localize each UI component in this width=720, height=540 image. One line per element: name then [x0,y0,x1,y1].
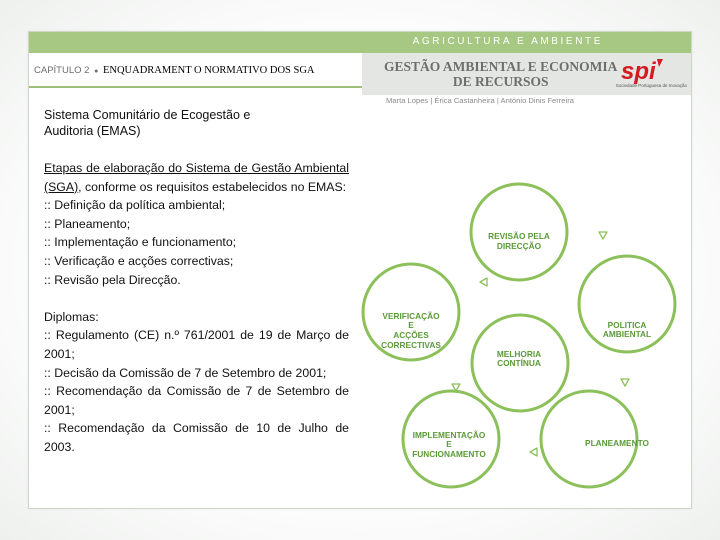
list-item: :: Implementação e funcionamento; [44,235,237,250]
section-title [44,107,344,139]
list-item: :: Planeamento; [44,216,131,231]
node-implementacao-line2: E [446,439,452,449]
section-title-line2: Auditoria (EMAS) [44,124,141,138]
node-implementacao-line1: IMPLEMENTAÇÃO [412,430,486,440]
list-item: :: Regulamento (CE) n.º 761/2001 de 19 de Março de 2001; [44,328,349,361]
node-revisao-line1: REVISÃO PELA [488,231,550,241]
chapter-separator: ● [94,68,99,75]
section-title-line1: Sistema Comunitário de Ecogestão e [44,108,251,122]
node-verificacao-line3: ACÇÕES [393,330,429,340]
node-implementacao-line3: FUNCIONAMENTO [412,449,486,459]
slide [28,31,692,509]
list-item: :: Definição da política ambiental; [44,198,226,213]
arrow-icon [480,278,487,286]
book-title-line1: GESTÃO AMBIENTAL E ECONOMIA [384,59,618,74]
book-header [362,53,691,95]
list-item: :: Decisão da Comissão de 7 de Setembro de 2001; [44,365,327,380]
list-item: :: Verificação e acções correctivas; [44,253,234,268]
intro-paragraph [44,159,349,196]
band-text: AGRICULTURA E AMBIENTE [412,36,603,47]
arrow-icon [530,448,537,456]
logo-text: spi [621,58,656,85]
node-melhoria-line1: MELHORIA [496,349,542,359]
top-band [29,32,691,53]
list-item: :: Recomendação da Comissão de 7 de Setembro de 2001; [44,384,349,417]
book-title-line2: DE RECURSOS [452,74,549,89]
list-item: :: Recomendação da Comissão de 10 de Julho de 2003. [44,421,349,454]
logo-caption: Sociedade Portuguesa de Inovação [615,83,687,88]
node-melhoria-line2: CONTÍNUA [497,358,541,368]
intro-underlined: Etapas de elaboração do Sistema de Gestão Ambiental (SGA) [44,161,349,194]
chapter-topic: ENQUADRAMENT O NORMATIVO DOS SGA [102,65,315,76]
emas-cycle-diagram [359,182,689,502]
diplomas-label: Diplomas: [44,309,99,324]
authors: Marta Lopes | Érica Castanheira | António Dinis Ferreira [386,96,574,105]
chapter-header [29,53,362,88]
body-text [44,159,349,457]
node-revisao-line2: DIRECÇÃO [496,241,542,251]
node-verificacao-line4: CORRECTIVAS [381,340,441,350]
list-item: :: Revisão pela Direcção. [44,272,181,287]
book-title [384,59,617,89]
node-verificacao-line1: VERIFICAÇÃO [382,311,440,321]
logo-accent-icon [657,59,663,67]
chapter-line [34,65,315,76]
chapter-label: CAPÍTULO 2 [34,65,90,76]
arrow-icon [599,232,607,239]
node-politica-line2: AMBIENTAL [602,329,652,339]
node-verificacao-line2: E [408,320,414,330]
node-politica-line1: POLITICA [607,320,647,330]
arrow-icon [621,379,629,386]
intro-rest: , conforme os requisitos estabelecidos no EMAS: [78,179,347,194]
node-planeamento-line1: PLANEAMENTO [585,438,649,448]
